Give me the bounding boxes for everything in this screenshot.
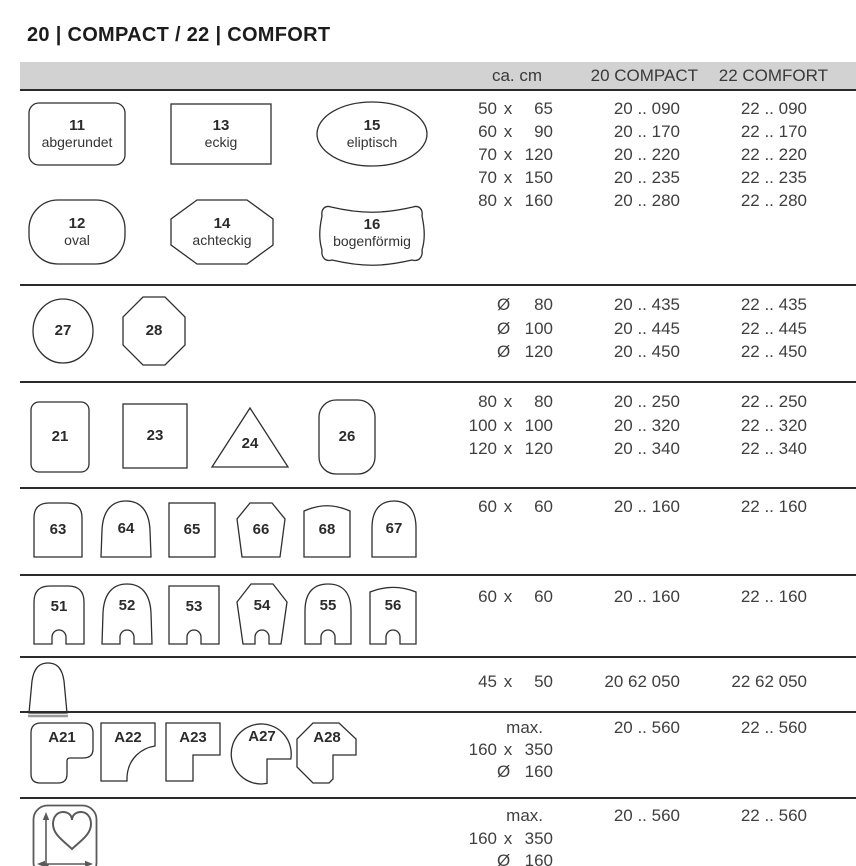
table-row xyxy=(20,317,856,341)
comfort-code-cell: 22 .. 560 xyxy=(740,718,807,737)
product-section-6 xyxy=(20,656,856,711)
shape-number: 53 xyxy=(185,598,203,616)
table-row xyxy=(20,340,856,364)
table-row xyxy=(20,120,856,143)
size-cell: 45 x 50 xyxy=(478,672,553,691)
shape-number: 68 xyxy=(318,521,336,539)
shape-number: 11 xyxy=(69,116,85,134)
size-cell: max. xyxy=(506,718,543,737)
shape-number: 63 xyxy=(49,521,67,539)
table-row xyxy=(20,166,856,189)
size-cell: Ø 100 xyxy=(497,318,553,338)
shape-label: bogenförmig xyxy=(333,232,411,249)
shape-number: 27 xyxy=(54,322,72,340)
header-comfort-column: 22 COMFORT xyxy=(718,66,828,85)
compact-code-cell: 20 .. 280 xyxy=(613,191,680,210)
size-cell: 160 x 350 xyxy=(468,828,553,848)
compact-code-cell: 20 .. 090 xyxy=(613,99,680,118)
sections-container xyxy=(20,89,856,866)
compact-code-cell: 20 .. 235 xyxy=(613,168,680,187)
size-cell: 70 x 120 xyxy=(478,145,553,164)
table-row xyxy=(20,189,856,212)
comfort-code-cell: 22 .. 280 xyxy=(740,191,807,210)
header-size-column: ca. cm xyxy=(491,66,542,85)
compact-code-cell xyxy=(553,828,680,851)
section-data xyxy=(20,585,856,608)
table-row xyxy=(20,717,856,739)
comfort-code-cell xyxy=(680,828,807,851)
shape-number: 12 xyxy=(68,214,86,232)
table-row xyxy=(20,850,856,866)
table-row xyxy=(20,739,856,761)
table-row xyxy=(20,97,856,120)
table-row xyxy=(20,414,856,438)
shape-number: 56 xyxy=(384,597,402,615)
shape-number: 13 xyxy=(212,116,230,134)
comfort-code-cell: 22 .. 250 xyxy=(740,392,807,411)
shape-number: 51 xyxy=(50,598,68,616)
table-row xyxy=(20,761,856,783)
compact-code-cell: 20 62 050 xyxy=(604,672,680,691)
section-data xyxy=(20,495,856,518)
compact-code-cell: 20 .. 445 xyxy=(613,318,680,338)
shape-number: 67 xyxy=(385,520,403,538)
size-cell: 80 x 160 xyxy=(478,191,553,210)
shape-number: 23 xyxy=(146,427,164,445)
compact-code-cell xyxy=(553,739,680,761)
comfort-code-cell: 22 .. 220 xyxy=(740,145,807,164)
section-data xyxy=(20,670,856,693)
section-data xyxy=(20,390,856,461)
comfort-code-cell: 22 .. 450 xyxy=(740,342,807,361)
table-row xyxy=(20,437,856,461)
product-section-1 xyxy=(20,89,856,284)
compact-code-cell: 20 .. 560 xyxy=(613,806,680,825)
comfort-code-cell: 22 .. 320 xyxy=(740,415,807,435)
section-data xyxy=(20,293,856,364)
table-header-bar xyxy=(20,62,856,89)
section-data xyxy=(20,717,856,783)
compact-code-cell: 20 .. 170 xyxy=(613,122,680,141)
shape-number: A21 xyxy=(48,729,76,746)
table-row xyxy=(20,828,856,851)
size-cell: 160 x 350 xyxy=(468,740,553,759)
compact-code-cell: 20 .. 320 xyxy=(613,415,680,435)
shape-label: achteckig xyxy=(192,231,252,248)
comfort-code-cell: 22 .. 340 xyxy=(740,439,807,458)
comfort-code-cell: 22 .. 160 xyxy=(740,497,807,516)
size-cell: Ø 120 xyxy=(497,342,553,361)
comfort-code-cell: 22 .. 435 xyxy=(740,295,807,314)
compact-code-cell: 20 .. 340 xyxy=(613,439,680,458)
comfort-code-cell: 22 .. 560 xyxy=(740,806,807,825)
compact-code-cell: 20 .. 450 xyxy=(613,342,680,361)
shape-number: 14 xyxy=(213,214,231,232)
product-section-8 xyxy=(20,797,856,866)
size-cell: 80 x 80 xyxy=(478,392,553,411)
size-cell: 60 x 90 xyxy=(478,122,553,141)
compact-code-cell: 20 .. 250 xyxy=(613,392,680,411)
product-section-3 xyxy=(20,381,856,487)
size-cell: max. xyxy=(506,806,543,825)
compact-code-cell: 20 .. 560 xyxy=(613,718,680,737)
shape-label: oval xyxy=(64,231,90,248)
compact-code-cell: 20 .. 160 xyxy=(613,497,680,516)
size-cell: 100 x 100 xyxy=(468,415,553,435)
shape-number: A22 xyxy=(114,729,142,746)
shape-number: 26 xyxy=(338,428,356,446)
shape-label: eliptisch xyxy=(346,133,398,150)
size-cell: Ø 160 xyxy=(497,762,553,781)
compact-code-cell: 20 .. 220 xyxy=(613,145,680,164)
shape-number: A23 xyxy=(179,729,207,746)
comfort-code-cell xyxy=(680,761,807,783)
compact-code-cell xyxy=(553,850,680,866)
size-cell: 60 x 60 xyxy=(478,587,553,606)
shape-number: 21 xyxy=(51,428,69,446)
shape-number: 16 xyxy=(363,215,381,233)
size-cell: 50 x 65 xyxy=(478,99,553,118)
header-compact-column: 20 COMPACT xyxy=(590,66,698,85)
shape-label: eckig xyxy=(204,133,238,150)
size-cell: Ø 80 xyxy=(497,295,553,314)
table-row xyxy=(20,670,856,693)
shape-number: 24 xyxy=(241,435,259,453)
shape-number: 66 xyxy=(252,521,270,539)
compact-code-cell xyxy=(553,761,680,783)
table-row xyxy=(20,495,856,518)
product-section-5 xyxy=(20,574,856,656)
size-cell: 60 x 60 xyxy=(478,497,553,516)
comfort-code-cell: 22 .. 160 xyxy=(740,587,807,606)
table-row xyxy=(20,143,856,166)
comfort-code-cell xyxy=(680,739,807,761)
table-row xyxy=(20,390,856,414)
section-data xyxy=(20,805,856,866)
table-row xyxy=(20,585,856,608)
comfort-code-cell: 22 .. 235 xyxy=(740,168,807,187)
comfort-code-cell: 22 .. 445 xyxy=(740,318,807,338)
comfort-code-cell: 22 .. 170 xyxy=(740,122,807,141)
shape-number: A28 xyxy=(313,729,341,746)
table-row xyxy=(20,293,856,317)
comfort-code-cell: 22 62 050 xyxy=(731,672,807,691)
shape-number: 55 xyxy=(319,597,337,615)
shape-number: 28 xyxy=(145,322,163,340)
section-data xyxy=(20,97,856,212)
comfort-code-cell: 22 .. 090 xyxy=(740,99,807,118)
shape-number: 52 xyxy=(118,597,136,615)
product-section-2 xyxy=(20,284,856,381)
shape-number: 54 xyxy=(253,597,271,615)
shape-number: 64 xyxy=(117,520,135,538)
product-section-4 xyxy=(20,487,856,574)
shape-number: 65 xyxy=(183,521,201,539)
page-title: 20 | COMPACT / 22 | COMFORT xyxy=(27,24,331,46)
comfort-code-cell xyxy=(680,850,807,866)
size-cell: Ø 160 xyxy=(497,851,553,866)
compact-code-cell: 20 .. 435 xyxy=(613,295,680,314)
size-cell: 120 x 120 xyxy=(468,439,553,458)
shape-number: 15 xyxy=(363,116,381,134)
product-section-7 xyxy=(20,711,856,797)
size-cell: 70 x 150 xyxy=(478,168,553,187)
shape-number: A27 xyxy=(248,728,276,745)
table-row xyxy=(20,805,856,828)
shape-label: abgerundet xyxy=(41,133,113,150)
compact-code-cell: 20 .. 160 xyxy=(613,587,680,606)
